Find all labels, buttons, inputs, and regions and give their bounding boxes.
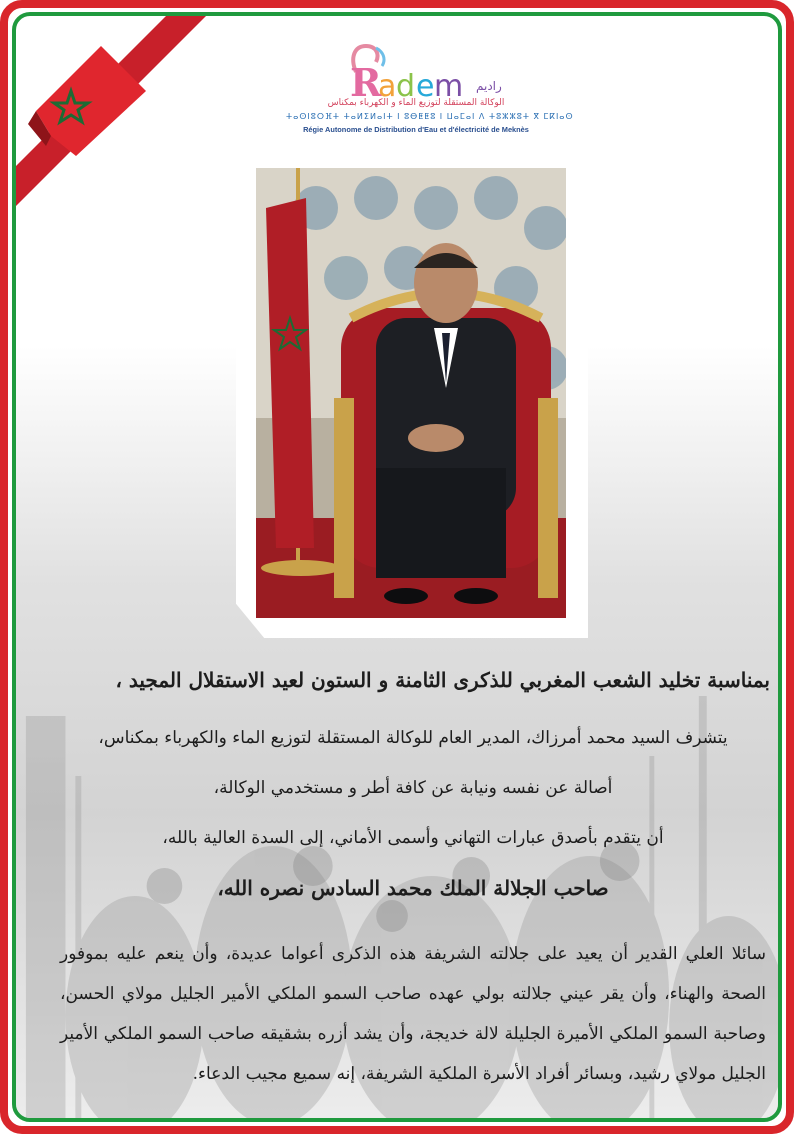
inner-green-frame: [12, 12, 782, 1122]
flag-ribbon: [16, 16, 226, 206]
prayer-paragraph: سائلا العلي القدير أن يعيد على جلالته الشريفة هذه الذكرى أعواما عديدة، وأن ينعم عليه بموفور الصحة والهناء، وأن يقر عيني جلالته بولي عهده صاحب السمو الملكي الأمير الجليل مولاي الحسن، وصاحبة السمو الملكي الأميرة الجليلة لالة خديجة، وأن يشد أزره بشقيقه صاحب السمو الملكي الأمير الجليل مولاي رشيد، وبسائر أفراد الأسرة الملكية الشريفة، إنه سميع مجيب الدعاء.: [60, 944, 766, 1084]
logo-tifinagh-name: ⵜⴰⵙⵏⵓⵔⴼⵜ ⵜⴰⵍⵉⵍⴰⵏⵜ ⵏ ⵓⴱⵟⵟⵓ ⵏ ⵡⴰⵎⴰⵏ ⴷ ⵜⵓⵣⵣⵓⵜ ⴳ ⵎⴽⵏⴰⵙ: [286, 112, 574, 121]
svg-text:e: e: [416, 69, 435, 104]
svg-text:R: R: [350, 60, 382, 105]
paragraph-line-3: أن يتقدم بأصدق عبارات التهاني وأسمى الأماني، إلى السدة العالية بالله،: [162, 828, 664, 848]
logo-arabic-name: الوكالة المستقلة لتوزيع الماء و الكهرباء بمكناس: [327, 98, 505, 108]
svg-text:m: m: [434, 69, 464, 104]
logo-french-name: Régie Autonome de Distribution d'Eau et d'électricité de Meknès: [303, 125, 529, 134]
radem-logo: [286, 24, 574, 142]
headline: بمناسبة تخليد الشعب المغربي للذكرى الثامنة و الستون لعيد الاستقلال المجيد ،: [115, 668, 770, 692]
svg-text:d: d: [396, 69, 416, 104]
svg-text:راديم: راديم: [476, 79, 502, 93]
paragraph-line-2: أصالة عن نفسه ونيابة عن كافة أطر و مستخدمي الوكالة،: [213, 778, 613, 798]
royal-title: صاحب الجلالة الملك محمد السادس نصره الله،: [217, 876, 609, 900]
paragraph-line-1: يتشرف السيد محمد أمرزاك، المدير العام للوكالة المستقلة لتوزيع الماء والكهرباء بمكناس،: [98, 728, 728, 748]
royal-portrait-image: [256, 168, 566, 618]
svg-text:a: a: [378, 69, 397, 104]
